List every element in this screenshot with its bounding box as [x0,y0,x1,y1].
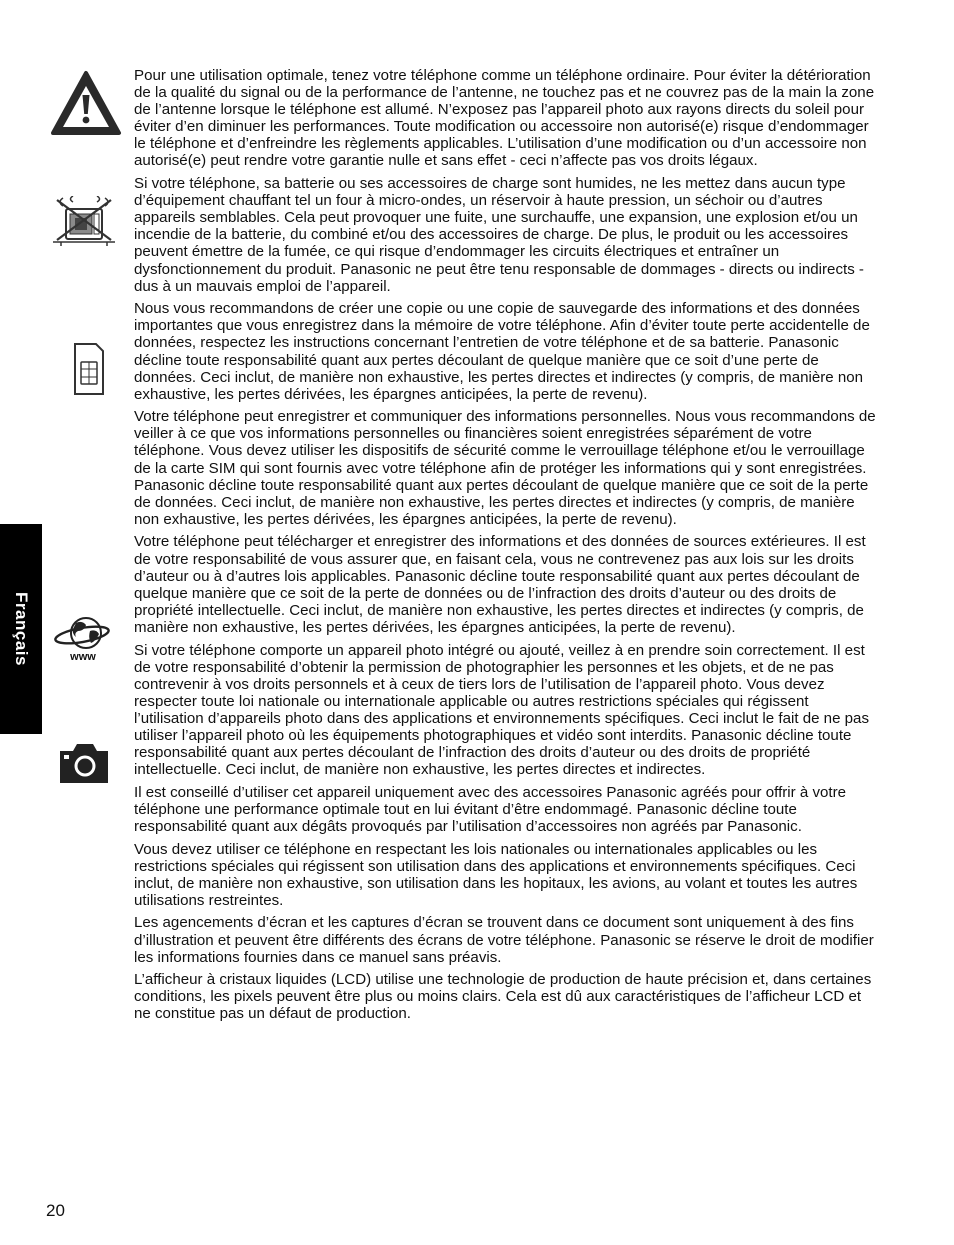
warning-triangle-icon [50,69,122,142]
paragraph-heating-devices: Si votre téléphone, sa batterie ou ses accessoires de charge sont humides, ne les mettez dans aucun type d’équipement chauffant tel un four à micro-ondes, un réservoir à haute pression, un séchoir ou d’autres appareils semblables. Cela peut provoquer une fuite, une surchauffe, une expansion, une explosion et/ou un incendie de la batterie, du combiné et/ou des accessoires de charge. De plus, le produit ou les accessoires peuvent émettre de la fumée, ce qui risque d’endommager les circuits électriques et entraîner un dysfonctionnement du produit. Panasonic ne peut être tenu responsable de dommages - directs ou indirects - dus à un mauvais emploi de l’appareil. [134,175,864,295]
paragraph-personal-info: Votre téléphone peut enregistrer et communiquer des informations personnelles. Nous vous recommandons de veiller à ce que vos informations personnelles ou financières soient enregistrées séparément de votre téléphone. Vous devez utiliser les dispositifs de sécurité comme le verrouillage téléphone et/ou le verrouillage de la carte SIM qui sont fournis avec votre téléphone afin de protéger les informations qui y sont enregistrées. Panasonic décline toute responsabilité quant aux pertes découlant de quelque manière que ce soit de la perte de données. Ceci inclut, de manière non exhaustive, les pertes directes et indirectes (y compris, de manière non exhaustive, les pertes dérivées, les épargnes anticipées, la perte de revenu). [134,408,876,528]
language-tab-label: Français [12,592,31,666]
camera-icon [57,741,111,790]
language-tab [0,524,42,734]
sim-card-icon [72,341,106,402]
paragraph-lcd: L’afficheur à cristaux liquides (LCD) utilise une technologie de production de haute précision et, dans certaines conditions, les pixels peuvent être plus ou moins clairs. Cela est dû aux caractéristiques de l’afficheur LCD et ne constitue pas un défaut de production. [134,971,872,1023]
globe-www-icon [52,613,114,668]
paragraph-downloads: Votre téléphone peut télécharger et enregistrer des informations et des données de sources extérieures. Il est de votre responsabilité de vous assurer que, en faisant cela, vous ne contrevenez pas aux lois sur les droits d’auteur ou à d’autres lois applicables. Panasonic décline toute responsabilité quant aux pertes découlant de quelque manière que ce soit de la perte de données ou de l’infraction des droits d’auteur ou des droits de propriété intellectuelle. Ceci inclut, de manière non exhaustive, les pertes directes et indirectes (y compris, de manière non exhaustive, les pertes dérivées, les épargnes anticipées, la perte de revenu). [134,533,866,636]
paragraph-screenshots: Les agencements d’écran et les captures d’écran se trouvent dans ce document sont uniquement à des fins d’illustration et peuvent être différents des écrans de votre téléphone. Panasonic se réserve le droit de modifier les informations fournies dans ce manuel sans préavis. [134,914,874,966]
paragraph-antenna-usage: Pour une utilisation optimale, tenez votre téléphone comme un téléphone ordinaire. Pour éviter la détérioration de la qualité du signal ou de la performance de l’antenne, ne touchez pas et ne couvrez pas de la main la zone de l’antenne lorsque le téléphone est allumé. N’exposez pas l’appareil photo aux rayons directs du soleil pour éviter d’en diminuer les performances. Toute modification ou accessoire non autorisé(e) risque d’endommager le téléphone et d’enfreindre les règlements applicables. L’utilisation d’une modification ou d’un accessoire non autorisé(e) peut rendre votre garantie nulle et sans effet - ceci n’affecte pas vos droits légaux. [134,67,875,170]
paragraph-data-backup: Nous vous recommandons de créer une copie ou une copie de sauvegarde des informations et des données importantes que vous enregistrez dans la mémoire de votre téléphone. Afin d’éviter toute perte accidentelle de données, respectez les instructions concernant l’entretien de votre téléphone et de sa batterie. Panasonic décline toute responsabilité quant aux pertes découlant de quelque manière que ce soit d’une perte de données. Ceci inclut, de manière non exhaustive, les pertes directes et indirectes (y compris, de manière non exhaustive, les pertes dérivées, les épargnes anticipées, la perte de revenu). [134,300,870,403]
paragraph-accessories: Il est conseillé d’utiliser cet appareil uniquement avec des accessoires Panasonic agréés pour offrir à votre téléphone une performance optimale tout en lui évitant d’être endommagé. Panasonic décline toute responsabilité quant aux dégâts provoqués par l’utilisation d’accessoires non agréés par Panasonic. [134,783,847,835]
paragraph-legal-use: Vous devez utiliser ce téléphone en respectant les lois nationales ou internationales applicables ou les restrictions spéciales qui régissent son utilisation dans des applications et environnements spécifiques. Ceci inclut, de manière non exhaustive, son utilisation dans les hopitaux, les avions, au volant et toutes les autres utilisations restreintes. [134,840,858,909]
body-text [134,67,882,1028]
page-number: 20 [46,1201,65,1220]
microwave-heat-icon [51,196,117,253]
www-label: www [70,651,96,663]
paragraph-camera: Si votre téléphone comporte un appareil photo intégré ou ajouté, veillez à en prendre soin correctement. Il est de votre responsabilité d’obtenir la permission de photographier les personnes et les objets, et de ne pas contrevenir à vos droits personnels et à ceux de tiers lors de l’utilisation de l’appareil photo. Vous devez respecter toute loi nationale ou internationale applicable ou autres restrictions spéciales qui régissent l’utilisation d’appareils photo dans des applications et environnements spécifiques. Ceci inclut le fait de ne pas utiliser l’appareil photo où les équipements photographiques et vidéo sont interdits. Panasonic décline toute responsabilité quant aux pertes découlant de l’infraction des droits d’auteur ou des droits de propriété intellectuelle. Ceci inclut, de manière non exhaustive, les pertes directes et indirectes. [134,641,870,779]
